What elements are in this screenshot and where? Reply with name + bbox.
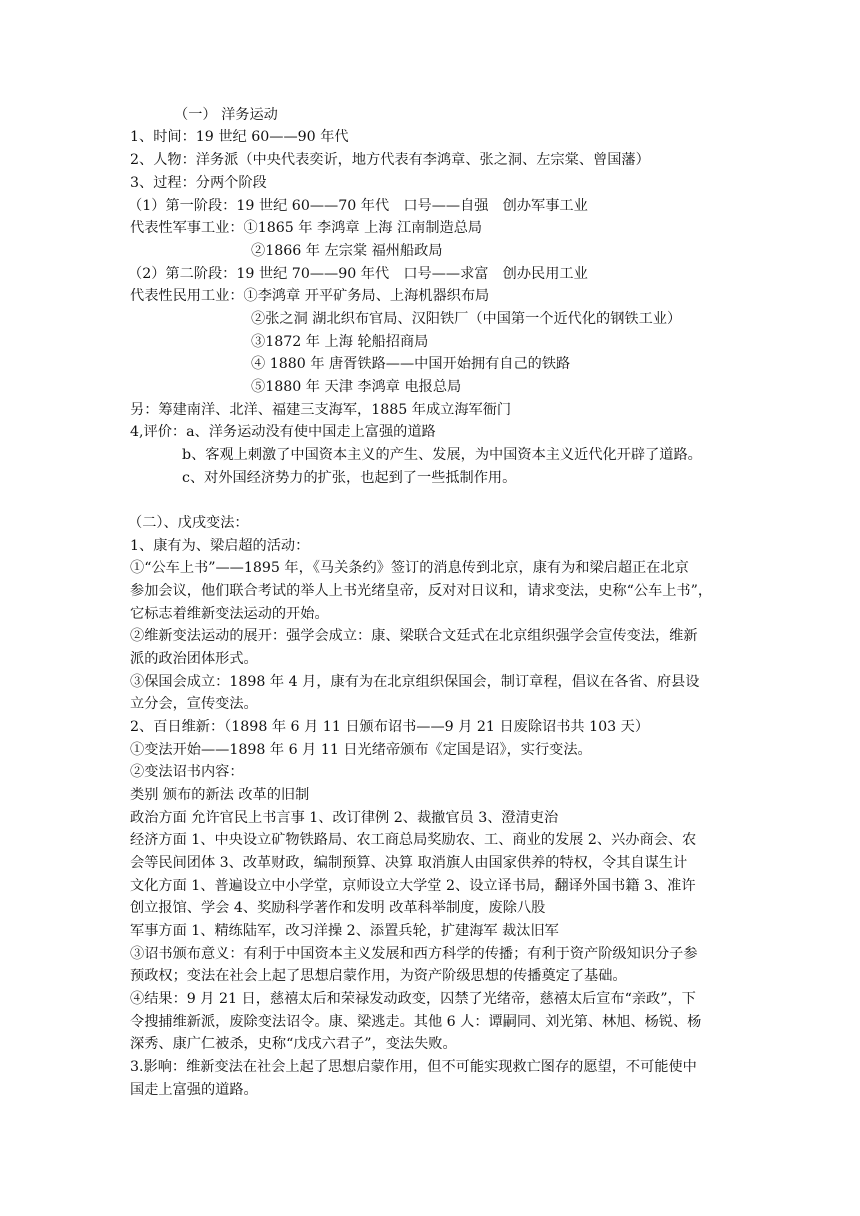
text-line: ④ 1880 年 唐胥铁路——中国开始拥有自己的铁路 (251, 356, 571, 372)
text-line: ②变法诏书内容： (130, 764, 244, 780)
text-line: 派的政治团体形式。 (130, 651, 258, 667)
text-line: 创立报馆、学会 4、奖励科学著作和发明 改革科举制度，废除八股 (130, 900, 546, 916)
text-line: 2、百日维新：（1898 年 6 月 11 日颁布诏书——9 月 21 日废除诏书共 103 天） (130, 719, 650, 735)
text-line: ③保国会成立：1898 年 4 月，康有为在北京组织保国会，制订章程，倡议在各省、府县设 (130, 674, 700, 690)
text-line: 1、康有为、梁启超的活动： (130, 538, 310, 554)
text-line: 政治方面 允许官民上书言事 1、改订律例 2、裁撤官员 3、澄清吏治 (130, 810, 559, 826)
text-line: ②1866 年 左宗棠 福州船政局 (251, 243, 443, 259)
text-line: 参加会议，他们联合考试的举人上书光绪皇帝，反对对日议和，请求变法，史称“公车上书”， (130, 583, 713, 599)
text-line: 立分会，宣传变法。 (130, 696, 258, 712)
text-line: 文化方面 1、普遍设立中小学堂，京师设立大学堂 2、设立译书局，翻译外国书籍 3、准许 (130, 878, 696, 894)
text-line: 3、过程：分两个阶段 (130, 175, 267, 191)
text-line: 类别 颁布的新法 改革的旧制 (130, 787, 310, 803)
text-line: 预政权；变法在社会上起了思想启蒙作用，为资产阶级思想的传播奠定了基础。 (130, 968, 627, 984)
section-1-heading: （一） 洋务运动 (174, 107, 278, 123)
section-2-heading: （二）、戊戌变法： (128, 515, 249, 531)
text-line: ③诏书颁布意义：有利于中国资本主义发展和西方科学的传播；有利于资产阶级知识分子参 (130, 946, 698, 962)
text-line: ①“公车上书”——1895 年，《马关条约》签订的消息传到北京，康有为和梁启超正在北京 (130, 560, 689, 576)
text-line: ②维新变法运动的展开：强学会成立：康、梁联合文廷式在北京组织强学会宣传变法，维新 (130, 628, 698, 644)
text-line: 令搜捕维新派，废除变法诏令。康、梁逃走。其他 6 人：谭嗣同、刘光第、林旭、杨锐、杨 (130, 1014, 702, 1030)
text-line: 2、人物：洋务派（中央代表奕䜣，地方代表有李鸿章、张之洞、左宗棠、曾国藩） (130, 152, 650, 168)
text-line: ③1872 年 上海 轮船招商局 (251, 334, 429, 350)
text-line: 经济方面 1、中央设立矿物铁路局、农工商总局奖励农、工、商业的发展 2、兴办商会、农 (130, 832, 697, 848)
text-line: 深秀、康广仁被杀，史称“戊戌六君子”，变法失败。 (130, 1036, 457, 1052)
text-line: 另：筹建南洋、北洋、福建三支海军，1885 年成立海军衙门 (130, 402, 512, 418)
text-line: 3.影响：维新变法在社会上起了思想启蒙作用，但不可能实现救亡图存的愿望，不可能使中 (130, 1059, 697, 1075)
text-line: 1、时间：19 世纪 60——90 年代 (130, 129, 349, 145)
text-line: ④结果：9 月 21 日，慈禧太后和荣禄发动政变，囚禁了光绪帝，慈禧太后宣布“亲政”，下 (130, 991, 696, 1007)
text-line: 它标志着维新变法运动的开始。 (130, 606, 329, 622)
text-line: ⑤1880 年 天津 李鸿章 电报总局 (251, 379, 462, 395)
text-line: 4,评价：a、洋务运动没有使中国走上富强的道路 (130, 424, 436, 440)
text-line: 军事方面 1、精练陆军，改习洋操 2、添置兵轮，扩建海军 裁汰旧军 (130, 923, 559, 939)
text-line: （1）第一阶段：19 世纪 60——70 年代 口号——自强 创办军事工业 (128, 198, 588, 214)
text-line: 国走上富强的道路。 (130, 1082, 258, 1098)
text-line: b、客观上刺激了中国资本主义的产生、发展，为中国资本主义近代化开辟了道路。 (182, 447, 702, 463)
text-line: ①变法开始——1898 年 6 月 11 日光绪帝颁布《定国是诏》，实行变法。 (130, 742, 592, 758)
text-line: c、对外国经济势力的扩张，也起到了一些抵制作用。 (182, 470, 517, 486)
text-line: （2）第二阶段：19 世纪 70——90 年代 口号——求富 创办民用工业 (128, 266, 588, 282)
text-line: 代表性军事工业：①1865 年 李鸿章 上海 江南制造总局 (130, 220, 483, 236)
text-line: 代表性民用工业：①李鸿章 开平矿务局、上海机器织布局 (130, 288, 490, 304)
text-line: 会等民间团体 3、改革财政，编制预算、决算 取消旗人由国家供养的特权，令其自谋生计 (130, 855, 688, 871)
text-line: ②张之洞 湖北织布官局、汉阳铁厂（中国第一个近代化的钢铁工业） (251, 311, 682, 327)
